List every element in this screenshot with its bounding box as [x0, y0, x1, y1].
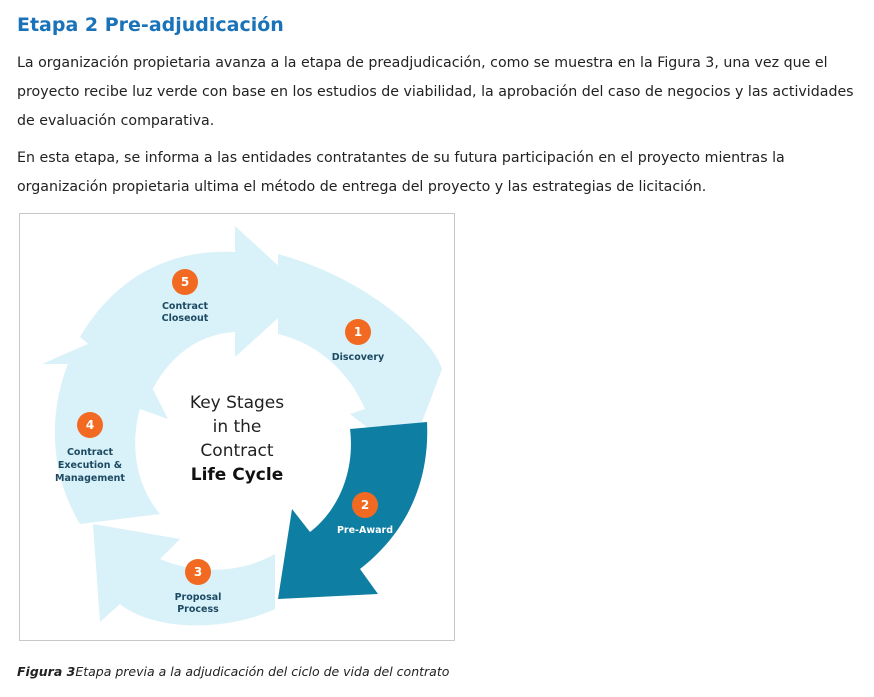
- stage-5-label-line-1: Contract: [161, 301, 209, 312]
- stage-3-label-line-2: Process: [177, 604, 219, 615]
- contract-lifecycle-figure: [19, 213, 455, 641]
- center-title-line-3: Contract: [200, 441, 274, 461]
- stage-4-label-line-2: Execution &: [57, 460, 123, 471]
- arrow-pre-award: [278, 422, 427, 599]
- stage-4-label-line-3: Management: [55, 473, 125, 484]
- stage-4-label-line-1: Contract: [66, 447, 114, 458]
- figure-caption: [17, 664, 449, 679]
- badge-number-5: 5: [180, 275, 190, 289]
- center-title-line-4: Life Cycle: [190, 465, 284, 485]
- stage-5-label-line-2: Closeout: [161, 313, 209, 324]
- figure-caption-text: Etapa previa a la adjudicación del ciclo de vida del contrato: [75, 664, 450, 679]
- badge-number-4: 4: [85, 418, 95, 432]
- figure-caption-label: Figura 3: [17, 664, 76, 679]
- stage-3-label-line-1: Proposal: [174, 592, 222, 603]
- paragraph-intro: La organización propietaria avanza a la etapa de preadjudicación, como se muestra en la Figura 3, una vez que el proyecto recibe luz verde con base en los estudios de viabilidad, la aprobación del caso de negocios y las actividades de evaluación comparativa.: [17, 55, 854, 129]
- paragraph-stage: En esta etapa, se informa a las entidades contratantes de su futura participación en el proyecto mientras la organización propietaria ultima el método de entrega del proyecto y las estrategias de licitación.: [17, 150, 785, 195]
- badge-number-3: 3: [193, 565, 203, 579]
- section-title: Etapa 2 Pre-adjudicación: [17, 14, 284, 36]
- stage-2-label: Pre-Award: [336, 525, 394, 536]
- center-title-line-1: Key Stages: [189, 393, 285, 413]
- badge-number-2: 2: [360, 498, 370, 512]
- lifecycle-diagram: [20, 214, 455, 641]
- badge-number-1: 1: [353, 325, 363, 339]
- stage-1-label: Discovery: [331, 352, 385, 363]
- center-title-line-2: in the: [212, 417, 262, 437]
